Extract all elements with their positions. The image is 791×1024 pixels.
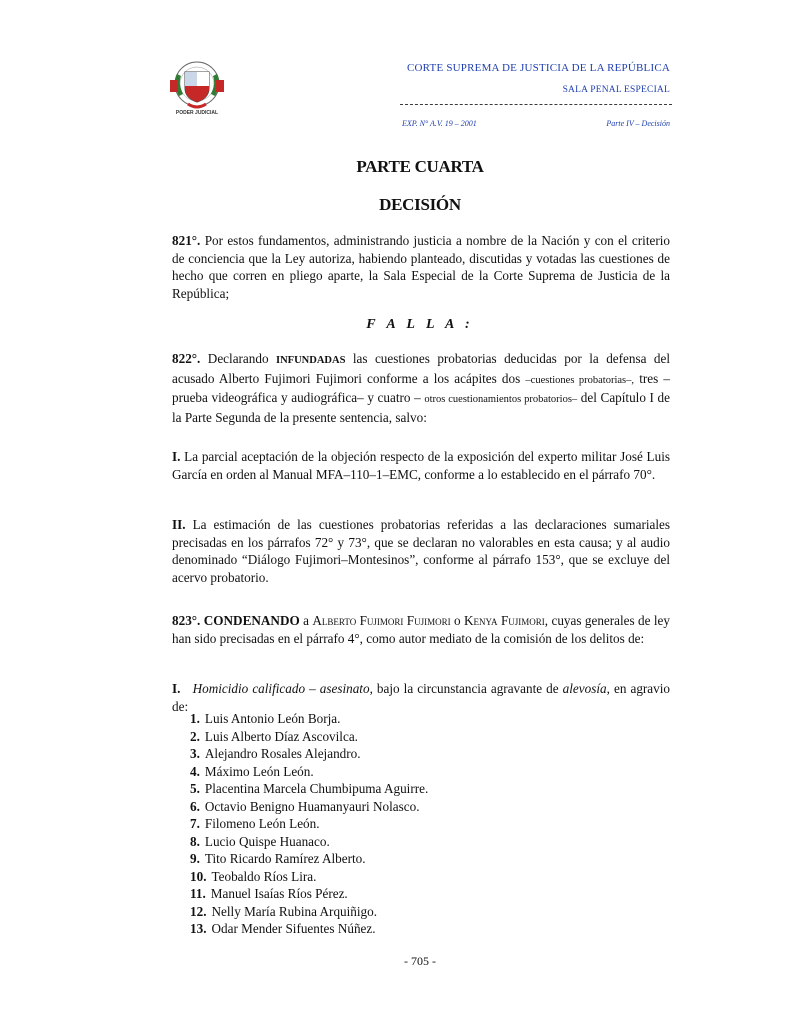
court-title: CORTE SUPREMA DE JUSTICIA DE LA REPÚBLICA bbox=[406, 62, 670, 74]
victim-number: 1. bbox=[190, 711, 200, 726]
text-run: o bbox=[454, 613, 461, 628]
victim-number: 12. bbox=[190, 903, 207, 919]
list-item bbox=[190, 815, 650, 833]
item-text: La parcial aceptación de la objeción respecto de la exposición del experto militar José Luis García en orden al Manual MFA–110–1–EMC, conforme a lo establecido en el párrafo 70°. bbox=[172, 449, 670, 482]
header-divider bbox=[400, 104, 672, 105]
victim-name: Odar Mender Sifuentes Núñez. bbox=[211, 921, 376, 936]
victim-name: Manuel Isaías Ríos Pérez. bbox=[210, 886, 348, 901]
logo-caption: PODER JUDICIAL bbox=[175, 110, 219, 116]
list-item bbox=[190, 850, 650, 868]
page-number: - 705 - bbox=[404, 954, 436, 968]
list-item bbox=[190, 833, 650, 851]
victim-number: 13. bbox=[190, 921, 207, 936]
case-file-number: EXP. N° A.V. 19 – 2001 bbox=[402, 119, 477, 128]
text-run: , en agravio de: bbox=[172, 681, 671, 714]
victim-name: Lucio Quispe Huanaco. bbox=[204, 833, 330, 849]
paragraph-821 bbox=[172, 232, 670, 302]
list-item bbox=[190, 885, 650, 903]
victim-name: Máximo León León. bbox=[204, 763, 314, 779]
list-item bbox=[190, 780, 650, 798]
falla-heading: F A L L A : bbox=[366, 317, 474, 332]
paragraph-number: 823°. bbox=[172, 613, 201, 628]
list-item bbox=[190, 920, 650, 938]
victim-name: Luis Alberto Díaz Ascovilca. bbox=[204, 728, 358, 744]
victim-number: 9. bbox=[190, 851, 200, 866]
defendant-name: Alberto Fujimori Fujimori bbox=[312, 613, 451, 628]
victim-name: Teobaldo Ríos Lira. bbox=[211, 868, 317, 884]
exception-item-ii bbox=[172, 516, 670, 586]
list-item bbox=[190, 798, 650, 816]
victim-name: Octavio Benigno Huamanyauri Nolasco. bbox=[204, 798, 420, 814]
paragraph-number: 821°. bbox=[172, 233, 201, 248]
text-run: a bbox=[303, 613, 309, 628]
paragraph-text: Por estos fundamentos, administrando justicia a nombre de la Nación y con el criterio de conciencia que la Ley autoriza, habiendo planteado, discutidas y votadas las cuestiones de hecho que corren en pliego aparte, la Sala Especial de la Corte Suprema de Justicia de la República; bbox=[172, 233, 670, 301]
victim-number: 11. bbox=[190, 886, 206, 901]
item-number: I. bbox=[172, 449, 181, 464]
list-item bbox=[190, 710, 650, 728]
text-run: las cuestiones probatorias deducidas por la defensa del acusado Alberto Fujimori Fujimori conforme a los acápites dos bbox=[172, 351, 671, 386]
item-number: II. bbox=[172, 517, 186, 532]
victim-name: Placentina Marcela Chumbipuma Aguirre. bbox=[204, 781, 429, 796]
list-item bbox=[190, 763, 650, 781]
text-run: tres –prueba videográfica y audiográfica– y cuatro – bbox=[172, 370, 670, 405]
victim-number: 4. bbox=[190, 763, 200, 779]
list-item bbox=[190, 868, 650, 886]
paragraph-number: 822°. bbox=[172, 351, 201, 366]
victim-name: Luis Antonio León Borja. bbox=[204, 711, 341, 726]
aggravating-circumstance: alevosía bbox=[562, 681, 607, 696]
victim-name: Nelly María Rubina Arquiñigo. bbox=[211, 903, 378, 919]
decision-heading: DECISIÓN bbox=[379, 195, 461, 214]
victim-number: 10. bbox=[190, 868, 207, 884]
victim-number: 7. bbox=[190, 816, 200, 831]
victim-list bbox=[190, 710, 650, 938]
text-run: , cuyas generales de ley han sido precisadas en el párrafo 4°, como autor mediato de la comisión de los delitos de: bbox=[172, 613, 671, 646]
list-item bbox=[190, 745, 650, 763]
item-number: I. bbox=[172, 681, 181, 696]
chamber-subtitle: SALA PENAL ESPECIAL bbox=[562, 85, 670, 95]
list-item bbox=[190, 903, 650, 921]
text-run: del Capítulo I de la Parte Segunda de la presente sentencia, salvo: bbox=[172, 390, 671, 425]
item-text: La estimación de las cuestiones probatorias referidas a las declaraciones sumariales precisadas en los párrafos 72° y 73°, que se declaran no valorables en esta causa; y al audio denominado “Diálogo Fujimori–Montesinos”, conforme al párrafo 153°, que se excluye del acervo probatorio. bbox=[172, 517, 670, 585]
text-run: , bajo la circunstancia agravante de bbox=[369, 681, 559, 696]
defendant-alias: Kenya Fujimori bbox=[464, 613, 545, 628]
list-item bbox=[190, 728, 650, 746]
victim-name: Alejandro Rosales Alejandro. bbox=[204, 746, 361, 761]
verdict-word: INFUNDADAS bbox=[276, 355, 346, 366]
text-run: –cuestiones probatorias–, bbox=[525, 374, 635, 386]
text-run: Declarando bbox=[207, 351, 269, 366]
part-heading: PARTE CUARTA bbox=[356, 157, 484, 176]
victim-name: Filomeno León León. bbox=[204, 816, 320, 831]
victim-number: 6. bbox=[190, 798, 200, 814]
victim-number: 8. bbox=[190, 833, 200, 849]
paragraph-822 bbox=[172, 350, 670, 426]
section-reference: Parte IV – Decisión bbox=[606, 119, 670, 128]
paragraph-823 bbox=[172, 612, 670, 647]
exception-item-i bbox=[172, 448, 670, 483]
crime-name: Homicidio calificado – asesinato bbox=[192, 681, 370, 696]
verdict-word: CONDENANDO bbox=[203, 613, 300, 628]
text-run: otros cuestionamientos probatorios– bbox=[424, 394, 578, 405]
victim-number: 3. bbox=[190, 746, 200, 761]
victim-number: 2. bbox=[190, 728, 200, 744]
victim-name: Tito Ricardo Ramírez Alberto. bbox=[204, 851, 366, 866]
victim-number: 5. bbox=[190, 781, 200, 796]
